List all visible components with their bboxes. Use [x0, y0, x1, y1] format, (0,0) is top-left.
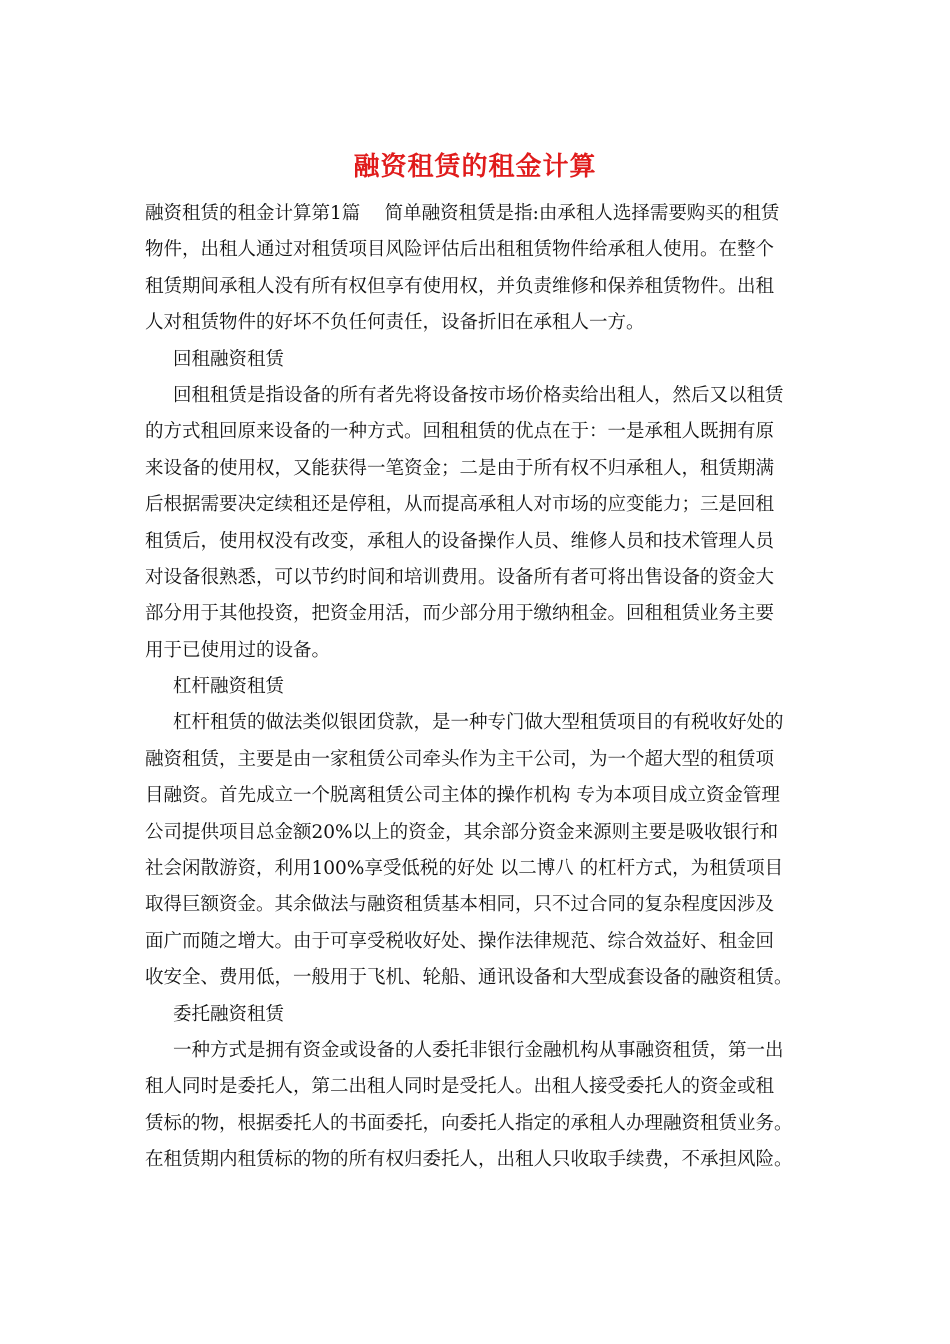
- text-line: 目融资。首先成立一个脱离租赁公司主体的操作机构 专为本项目成立资金管理: [145, 785, 780, 807]
- text-line: 对设备很熟悉，可以节约时间和培训费用。设备所有者可将出售设备的资金大: [145, 566, 775, 588]
- text-line: 公司提供项目总金额20%以上的资金，其余部分资金来源则主要是吸收银行和: [145, 821, 779, 843]
- text-line: 收安全、费用低，一般用于飞机、轮船、通讯设备和大型成套设备的融资租赁。: [145, 967, 793, 989]
- text-line: 取得巨额资金。其余做法与融资租赁基本相同，只不过合同的复杂程度因涉及: [145, 894, 775, 916]
- text-line: 来设备的使用权，又能获得一笔资金；二是由于所有权不归承租人，租赁期满: [145, 457, 775, 479]
- text-line: 在租赁期内租赁标的物的所有权归委托人，出租人只收取手续费，不承担风险。: [145, 1149, 793, 1171]
- text-line: 回租租赁是指设备的所有者先将设备按市场价格卖给出租人，然后又以租赁: [173, 384, 784, 406]
- text-line: 融资租赁的租金计算第1篇 简单融资租赁是指:由承租人选择需要购买的租赁: [145, 203, 780, 224]
- text-line: 一种方式是拥有资金或设备的人委托非银行金融机构从事融资租赁，第一出: [173, 1039, 784, 1061]
- text-line: 回租融资租赁: [173, 348, 285, 370]
- text-line: 杠杆融资租赁: [173, 676, 285, 698]
- text-line: 面广而随之增大。由于可享受税收好处、操作法律规范、综合效益好、租金回: [145, 930, 775, 952]
- text-line: 用于已使用过的设备。: [145, 639, 331, 661]
- text-line: 杠杆租赁的做法类似银团贷款，是一种专门做大型租赁项目的有税收好处的: [173, 712, 784, 734]
- text-line: 租人同时是委托人，第二出租人同时是受托人。出租人接受委托人的资金或租: [145, 1076, 775, 1098]
- text-line: 部分用于其他投资，把资金用活，而少部分用于缴纳租金。回租租赁业务主要: [145, 603, 775, 625]
- text-line: 的方式租回原来设备的一种方式。回租租赁的优点在于：一是承租人既拥有原: [145, 421, 775, 443]
- text-line: 人对租赁物件的好坏不负任何责任，设备折旧在承租人一方。: [145, 312, 645, 334]
- text-line: 社会闲散游资，利用100%享受低税的好处 以二博八 的杠杆方式，为租赁项目: [145, 858, 784, 880]
- text-line: 赁标的物，根据委托人的书面委托，向委托人指定的承租人办理融资租赁业务。: [145, 1112, 793, 1134]
- document-title: 融资租赁的租金计算: [353, 152, 597, 182]
- text-line: 融资租赁，主要是由一家租赁公司牵头作为主干公司，为一个超大型的租赁项: [145, 748, 775, 770]
- text-line: 租赁期间承租人没有所有权但享有使用权，并负责维修和保养租赁物件。出租: [145, 275, 775, 297]
- text-line: 委托融资租赁: [173, 1003, 285, 1025]
- text-line: 租赁后，使用权没有改变，承租人的设备操作人员、维修人员和技术管理人员: [145, 530, 775, 552]
- text-line: 后根据需要决定续租还是停租，从而提高承租人对市场的应变能力；三是回租: [145, 494, 775, 516]
- text-line: 物件，出租人通过对租赁项目风险评估后出租租赁物件给承租人使用。在整个: [145, 239, 775, 261]
- document-body: [145, 196, 813, 1179]
